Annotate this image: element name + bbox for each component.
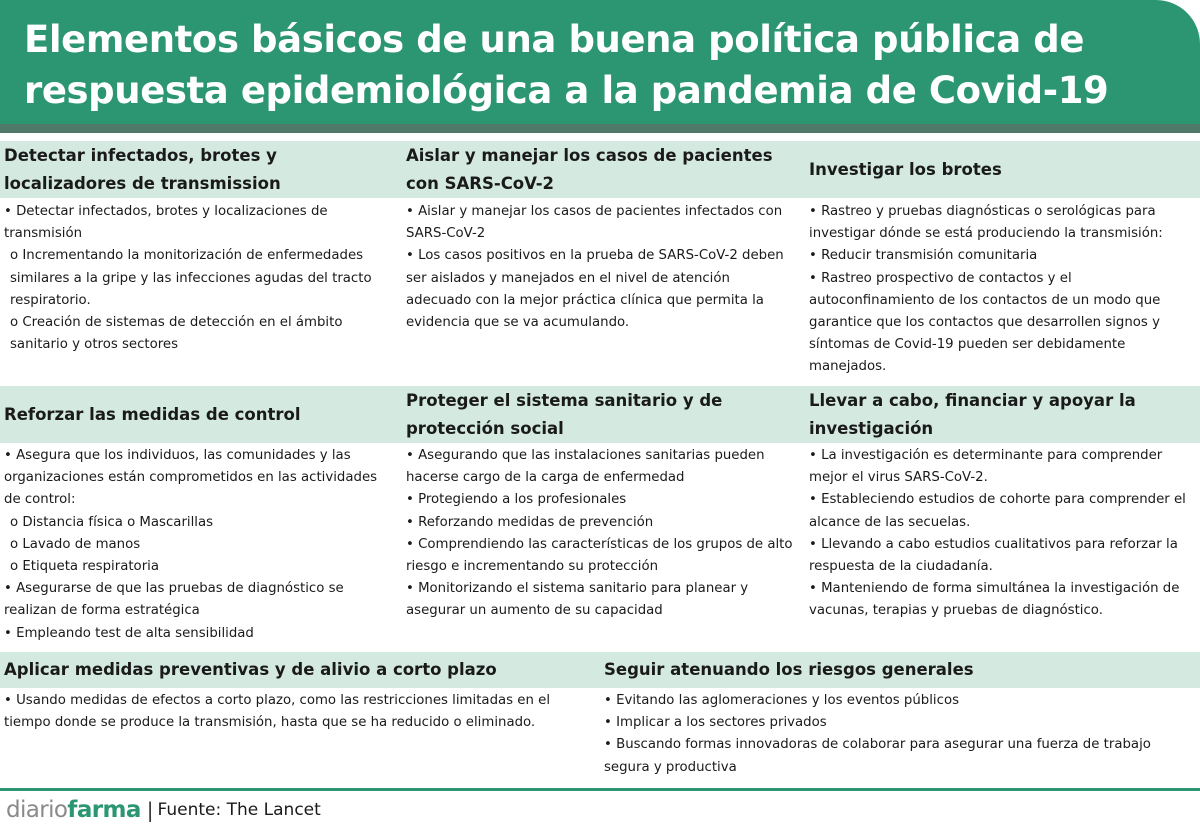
card-title: Seguir atenuando los riesgos generales — [604, 660, 974, 679]
card-body — [406, 445, 796, 623]
header-banner — [0, 0, 1200, 124]
list-item: • Asegurarse de que las pruebas de diagnóstico se realizan de forma estratégica — [4, 581, 344, 619]
card-title: Investigar los brotes — [809, 159, 1002, 179]
list-item: • Los casos positivos en la prueba de SARS-CoV-2 deben ser aislados y manejados en el nivel de atención adecuado con la mejor práctica clínica que permita la evidencia que se va acumulando. — [406, 248, 784, 331]
card-body — [809, 445, 1197, 623]
list-item: • Empleando test de alta sensibilidad — [4, 625, 254, 641]
card-body — [604, 690, 1197, 779]
list-item: • Implicar a los sectores privados — [604, 715, 827, 731]
list-item: • Asegurando que las instalaciones sanitarias pueden hacerse cargo de la carga de enfermedad — [406, 448, 765, 486]
source-credit: Fuente: The Lancet — [157, 800, 321, 820]
list-item: • Usando medidas de efectos a corto plazo, como las restricciones limitadas en el tiempo donde se produce la transmisión, hasta que se ha reducido o eliminado. — [4, 693, 551, 731]
list-item: • Protegiendo a los profesionales — [406, 492, 627, 508]
list-item: o Creación de sistemas de detección en el ámbito sanitario y otros sectores — [10, 315, 343, 353]
list-item: o Etiqueta respiratoria — [10, 559, 159, 575]
footer — [6, 796, 321, 824]
card-title: Detectar infectados, brotes y localizadores de transmission — [4, 145, 281, 193]
list-item: • Rastreo prospectivo de contactos y el autoconfinamiento de los contactos de un modo que garantice que los contactos que desarrollen signos y síntomas de Covid-19 pueden ser debidamente manejados. — [809, 270, 1161, 375]
logo-part-1: diario — [6, 797, 68, 823]
list-item: • Comprendiendo las características de los grupos de alto riesgo e incrementando su protección — [406, 536, 793, 575]
card-body — [4, 690, 584, 734]
list-item: • Detectar infectados, brotes y localizaciones de transmisión — [4, 204, 328, 242]
card-title: Llevar a cabo, financiar y apoyar la investigación — [809, 390, 1136, 438]
logo-part-2: farma — [67, 797, 141, 823]
page-title — [24, 14, 1184, 116]
list-item: o Distancia física o Mascarillas — [10, 514, 214, 530]
card-title: Proteger el sistema sanitario y de protección social — [406, 390, 723, 438]
footer-separator: | — [146, 798, 154, 822]
list-item: • Manteniendo de forma simultánea la investigación de vacunas, terapias y pruebas de diagnóstico. — [809, 581, 1180, 619]
card-body — [4, 445, 390, 645]
page-title-line-1: Elementos básicos de una buena política pública de — [24, 18, 1085, 61]
card-title: Reforzar las medidas de control — [4, 404, 301, 424]
card-body — [4, 201, 390, 356]
list-item: • Monitorizando el sistema sanitario para planear y asegurar un aumento de su capacidad — [406, 581, 749, 619]
list-item: • Estableciendo estudios de cohorte para comprender el alcance de las secuelas. — [809, 492, 1186, 530]
list-item: • Reducir transmisión comunitaria — [809, 248, 1038, 264]
list-item: • La investigación es determinante para comprender mejor el virus SARS-CoV-2. — [809, 448, 1163, 486]
list-item: • Buscando formas innovadoras de colaborar para asegurar una fuerza de trabajo segura y productiva — [604, 737, 1151, 775]
list-item: o Lavado de manos — [10, 536, 141, 552]
list-item: • Asegura que los individuos, las comunidades y las organizaciones están comprometidos en las actividades de control: — [4, 448, 378, 508]
list-item: • Rastreo y pruebas diagnósticas o serológicas para investigar dónde se está produciendo la transmisión: — [809, 204, 1163, 242]
list-item: o Incrementando la monitorización de enfermedades similares a la gripe y las infecciones agudas del tracto respiratorio. — [10, 248, 372, 308]
card-title: Aplicar medidas preventivas y de alivio a corto plazo — [4, 660, 497, 679]
header-divider — [0, 124, 1200, 133]
diariofarma-logo — [6, 797, 141, 823]
card-body — [809, 201, 1197, 379]
card-title: Aislar y manejar los casos de pacientes con SARS-CoV-2 — [406, 145, 773, 193]
list-item: • Evitando las aglomeraciones y los eventos públicos — [604, 693, 960, 708]
list-item: • Reforzando medidas de prevención — [406, 514, 654, 530]
list-item: • Llevando a cabo estudios cualitativos para reforzar la respuesta de la ciudadanía. — [809, 536, 1178, 575]
page-title-line-2: respuesta epidemiológica a la pandemia de Covid-19 — [24, 69, 1109, 112]
list-item: • Aislar y manejar los casos de pacientes infectados con SARS-CoV-2 — [406, 204, 783, 242]
card-body — [406, 201, 796, 334]
footer-divider — [0, 788, 1200, 791]
